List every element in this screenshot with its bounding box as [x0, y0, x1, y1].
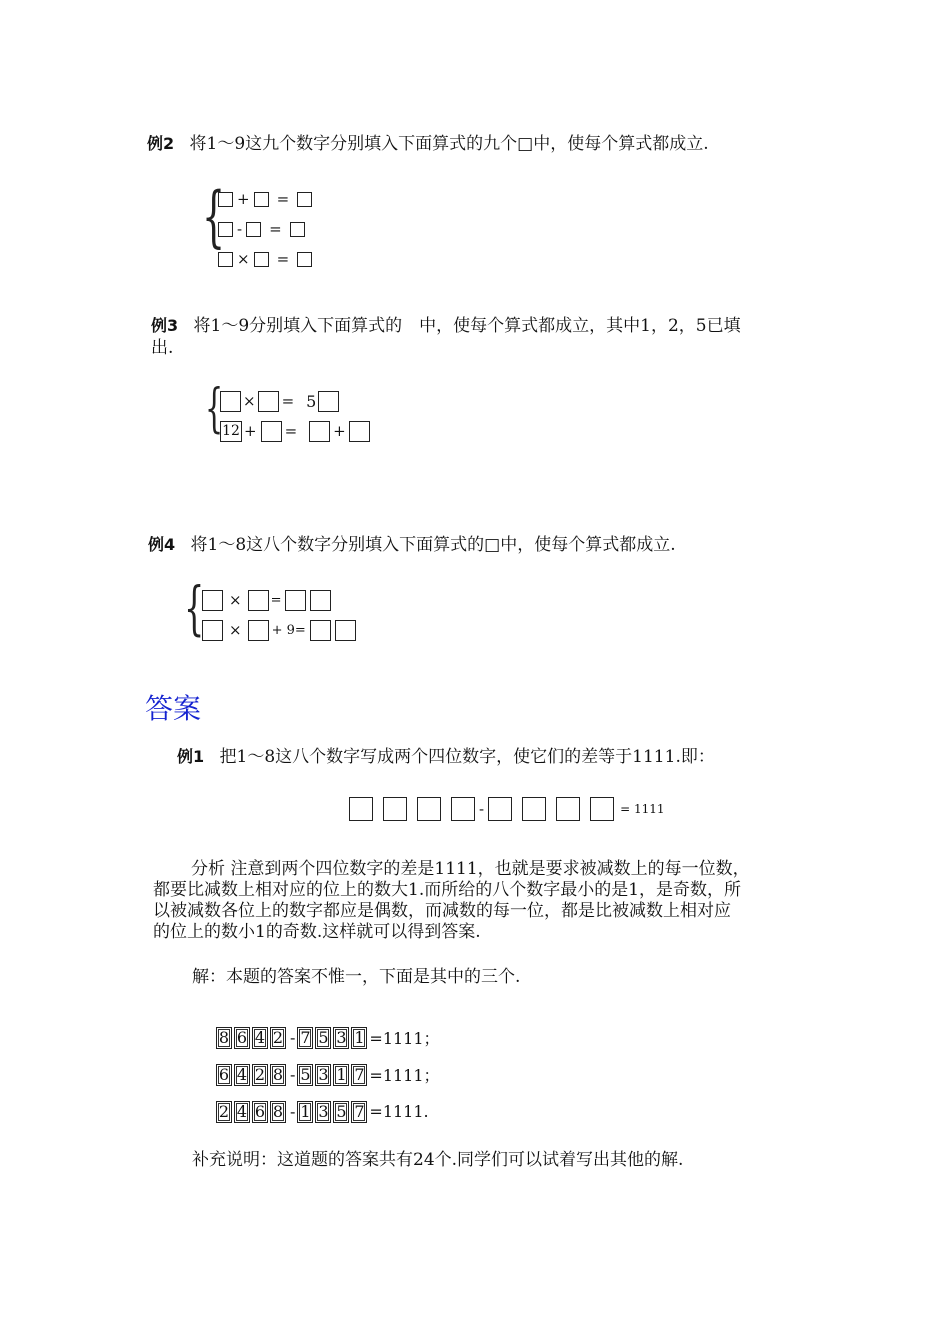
equals-sign: =	[276, 190, 290, 208]
blank-box[interactable]	[349, 797, 373, 821]
digit-box: 6	[252, 1101, 268, 1123]
ex2-eq-sub	[218, 214, 312, 244]
digit-box: 3	[315, 1064, 331, 1086]
solution-tail: =1111；	[369, 1029, 440, 1048]
blank-box[interactable]	[590, 797, 614, 821]
ex3-equations	[220, 386, 370, 446]
blank-box[interactable]	[310, 590, 331, 611]
digit-box: 1	[297, 1101, 313, 1123]
blank-box[interactable]	[297, 192, 312, 207]
ex1-equation	[349, 796, 665, 822]
blank-box[interactable]	[290, 222, 305, 237]
minus-sign: -	[290, 1065, 296, 1084]
minus-sign: -	[290, 1028, 296, 1047]
ex2-eq-mul	[218, 244, 312, 274]
equals-sign: =	[276, 250, 290, 268]
ex2-brace: {	[202, 178, 226, 255]
digit-box: 4	[252, 1027, 268, 1049]
blank-box[interactable]	[451, 797, 475, 821]
ex3-statement	[151, 315, 741, 337]
operator: ×	[229, 591, 242, 609]
analysis-line: 的位上的数小1的奇数.这样就可以得到答案.	[153, 922, 481, 942]
ex1-statement	[177, 746, 715, 768]
operator: -	[237, 220, 243, 238]
blank-box[interactable]	[285, 590, 306, 611]
equals-sign: =	[284, 422, 298, 440]
analysis-line: 以被减数各位上的数字都应是偶数，而减数的每一位，都是比被减数上相对应	[153, 901, 731, 921]
ex4-equations	[202, 585, 356, 645]
given-box-12: 12	[220, 421, 242, 442]
blank-box[interactable]	[218, 192, 233, 207]
solution-tail: =1111.	[369, 1102, 429, 1121]
operator: ×	[229, 621, 242, 639]
blank-box[interactable]	[202, 620, 223, 641]
result-text: = 1111	[620, 802, 665, 816]
blank-box[interactable]	[202, 590, 223, 611]
blank-box[interactable]	[556, 797, 580, 821]
minus-sign: -	[479, 800, 485, 818]
blank-box[interactable]	[218, 252, 233, 267]
blank-box[interactable]	[349, 421, 370, 442]
ex1-label: 例1	[177, 747, 205, 766]
ex3-eq-2	[220, 416, 370, 446]
solution-row	[216, 1093, 440, 1130]
blank-box[interactable]	[383, 797, 407, 821]
equals-sign: =	[269, 220, 282, 238]
digit-box: 6	[234, 1027, 250, 1049]
blank-box[interactable]	[488, 797, 512, 821]
blank-box[interactable]	[261, 421, 282, 442]
ex3-brace: {	[205, 379, 224, 439]
answer-heading: 答案	[145, 692, 202, 725]
digit-box: 8	[216, 1027, 232, 1049]
analysis-line: 都要比减数上相对应的位上的数大1.而所给的八个数字最小的是1，是奇数，所	[153, 880, 742, 900]
ex3-text-1: 将1～9分别填入下面算式的 中，使每个算式都成立，其中1，2，5已填	[193, 316, 741, 336]
digit-box: 7	[297, 1027, 313, 1049]
blank-box[interactable]	[335, 620, 356, 641]
given-digit: 5	[306, 391, 317, 411]
blank-box[interactable]	[258, 391, 279, 412]
analysis-paragraph	[153, 859, 750, 943]
digit-box: 5	[315, 1027, 331, 1049]
operator: ×	[237, 250, 250, 268]
blank-box[interactable]	[220, 391, 241, 412]
equals-sign: =	[281, 392, 295, 410]
supplement-note: 补充说明：这道题的答案共有24个.同学们可以试着写出其他的解.	[192, 1150, 684, 1170]
blank-box[interactable]	[254, 252, 269, 267]
ex2-equations	[218, 184, 312, 274]
digit-box: 8	[270, 1101, 286, 1123]
solution-row	[216, 1019, 440, 1056]
operator: ×	[243, 392, 256, 410]
digit-box: 8	[270, 1064, 286, 1086]
digit-box: 6	[216, 1064, 232, 1086]
ex4-text: 将1～8这八个数字分别填入下面算式的□中，使每个算式都成立.	[190, 535, 676, 555]
operator: +	[237, 190, 250, 208]
ex4-eq-2	[202, 615, 356, 645]
digit-box: 3	[315, 1101, 331, 1123]
ex2-statement	[147, 133, 709, 155]
minus-sign: -	[290, 1102, 296, 1121]
digit-box: 5	[333, 1101, 349, 1123]
solutions-list	[216, 1019, 440, 1130]
plus-nine: + 9=	[271, 622, 306, 638]
digit-box: 1	[351, 1027, 367, 1049]
blank-box[interactable]	[318, 391, 339, 412]
equals-sign: =	[270, 592, 282, 608]
digit-box: 7	[351, 1064, 367, 1086]
ex1-text: 把1～8这八个数字写成两个四位数字，使它们的差等于1111.即：	[219, 747, 715, 767]
digit-box: 4	[234, 1101, 250, 1123]
ex4-brace: {	[184, 574, 205, 642]
solution-tail: =1111；	[369, 1066, 440, 1085]
ex4-label: 例4	[148, 535, 176, 554]
ex2-text: 将1～9这九个数字分别填入下面算式的九个□中，使每个算式都成立.	[189, 134, 709, 154]
digit-box: 1	[333, 1064, 349, 1086]
blank-box[interactable]	[254, 192, 269, 207]
blank-box[interactable]	[218, 222, 233, 237]
ex2-label: 例2	[147, 134, 175, 153]
ex3-label: 例3	[151, 316, 179, 335]
blank-box[interactable]	[248, 590, 269, 611]
ex3-text-2: 出.	[151, 338, 174, 358]
ex2-eq-add	[218, 184, 312, 214]
blank-box[interactable]	[297, 252, 312, 267]
ex4-statement	[148, 534, 676, 556]
operator: +	[244, 422, 257, 440]
ex3-eq-1	[220, 386, 370, 416]
solution-row	[216, 1056, 440, 1093]
digit-box: 4	[234, 1064, 250, 1086]
operator: +	[333, 422, 346, 440]
blank-box[interactable]	[246, 222, 261, 237]
digit-box: 2	[216, 1101, 232, 1123]
digit-box: 2	[252, 1064, 268, 1086]
blank-box[interactable]	[417, 797, 441, 821]
digit-box: 5	[297, 1064, 313, 1086]
digit-box: 3	[333, 1027, 349, 1049]
blank-box[interactable]	[248, 620, 269, 641]
solution-intro: 解：本题的答案不惟一，下面是其中的三个.	[192, 967, 521, 987]
ex4-eq-1	[202, 585, 356, 615]
blank-box[interactable]	[310, 620, 331, 641]
digit-box: 2	[270, 1027, 286, 1049]
digit-box: 7	[351, 1101, 367, 1123]
blank-box[interactable]	[522, 797, 546, 821]
blank-box[interactable]	[309, 421, 330, 442]
analysis-line: 分析 注意到两个四位数字的差是1111，也就是要求被减数上的每一位数，	[191, 859, 750, 879]
